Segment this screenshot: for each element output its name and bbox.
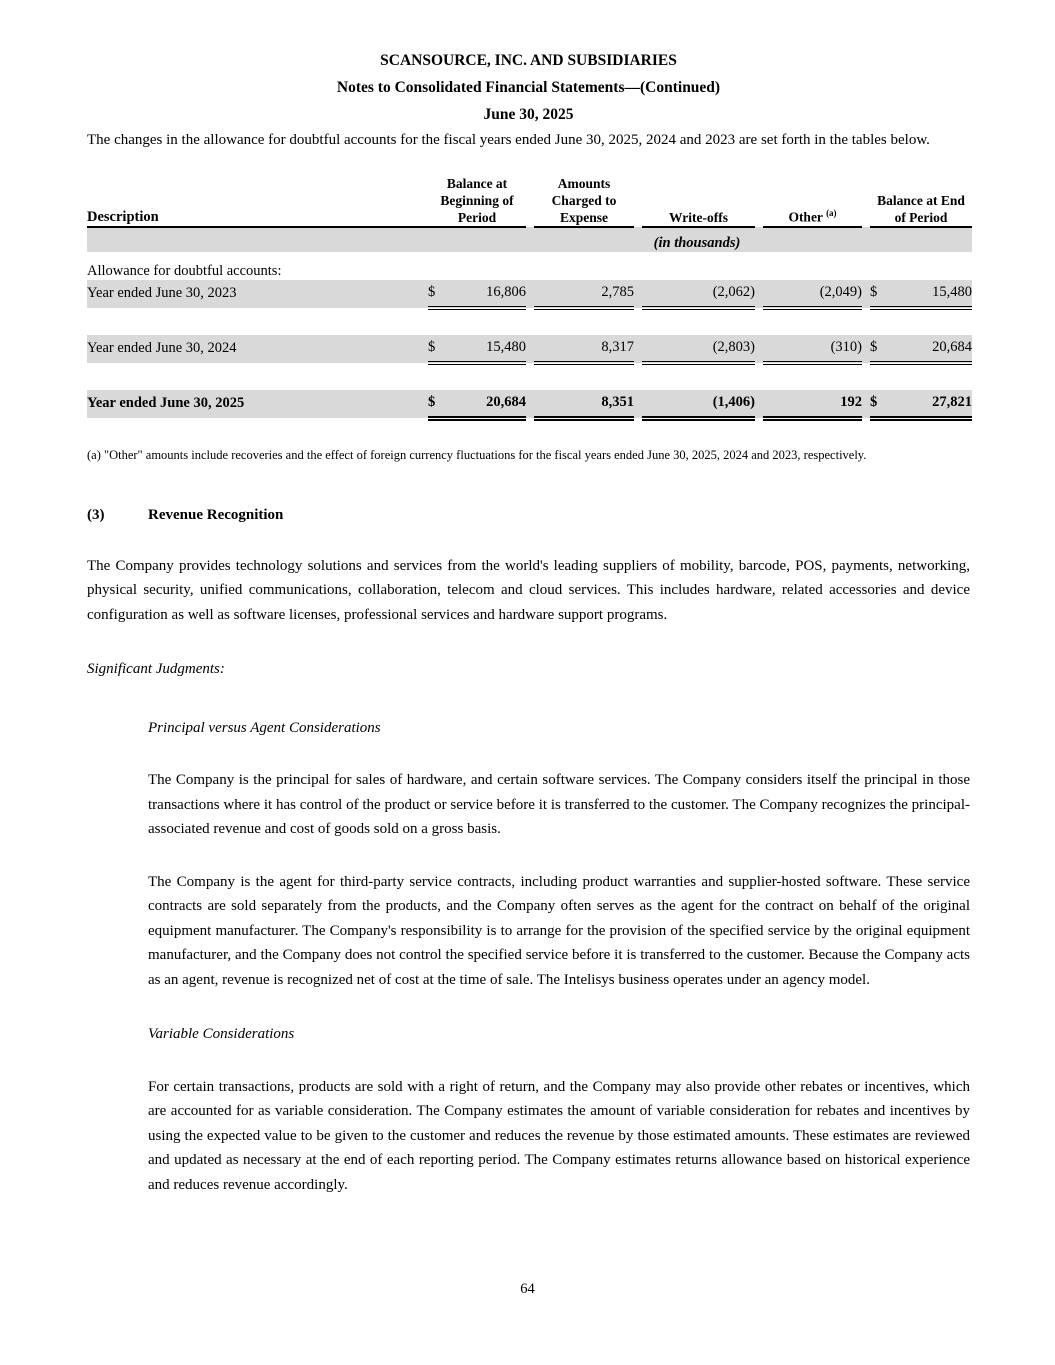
- units-gap: [87, 227, 422, 252]
- table-row-2024: [87, 335, 972, 363]
- other-label: Other: [788, 209, 823, 225]
- document-content: [0, 47, 1055, 1197]
- amounts-charged-value: 8,351: [534, 390, 634, 419]
- row-label: Year ended June 30, 2024: [87, 335, 422, 363]
- writeoffs-value: (2,803): [642, 335, 755, 363]
- currency-symbol: $: [428, 335, 446, 363]
- principal-paragraph-1: The Company is the principal for sales of hardware, and certain software services. The Company considers itself the principal in those transactions where it has control of the product or service before it is transferred to the customer. The Company recognizes the principal-associated revenue and cost of goods sold on a gross basis.: [148, 772, 970, 837]
- other-value: (2,049): [763, 280, 862, 308]
- cell-gap: [862, 335, 870, 363]
- ending-balance-value: 27,821: [888, 390, 972, 419]
- writeoffs-value: (2,062): [642, 280, 755, 308]
- header-gap: [862, 175, 870, 227]
- footnote-marker: (a): [826, 208, 837, 218]
- cell-gap: [634, 390, 642, 419]
- cell-gap: [862, 390, 870, 419]
- header-gap: [526, 175, 534, 227]
- column-header-other: [763, 175, 862, 227]
- beginning-balance-value: 16,806: [446, 280, 526, 308]
- ending-balance-value: 15,480: [888, 280, 972, 308]
- table-footnote: (a) "Other" amounts include recoveries and the effect of foreign currency fluctuations for the fiscal years ended June 30, 2025, 2024 and 2023, respectively.: [87, 447, 867, 462]
- beginning-balance-value: 15,480: [446, 335, 526, 363]
- currency-symbol: $: [870, 335, 888, 363]
- units-note: (in thousands): [422, 227, 972, 252]
- spacer-row: [87, 308, 972, 335]
- beginning-balance-value: 20,684: [446, 390, 526, 419]
- cell-gap: [634, 335, 642, 363]
- column-header-beginning-balance: Balance at Beginning of Period: [428, 175, 526, 227]
- document-date: June 30, 2025: [483, 106, 574, 123]
- header-gap: [755, 175, 763, 227]
- column-header-ending-balance: Balance at End of Period: [870, 175, 972, 227]
- row-label: Year ended June 30, 2023: [87, 280, 422, 308]
- currency-symbol: $: [428, 390, 446, 419]
- other-value: 192: [763, 390, 862, 419]
- variable-considerations-heading: Variable Considerations: [148, 1026, 295, 1042]
- cell-gap: [526, 335, 534, 363]
- company-name: SCANSOURCE, INC. AND SUBSIDIARIES: [380, 52, 677, 69]
- section-title: Revenue Recognition: [148, 506, 284, 523]
- document-subtitle: Notes to Consolidated Financial Statements—(Continued): [336, 79, 721, 96]
- section-number: (3): [87, 506, 105, 523]
- cell-gap: [634, 280, 642, 308]
- ending-balance-value: 20,684: [888, 335, 972, 363]
- principal-agent-heading: Principal versus Agent Considerations: [148, 719, 381, 736]
- allowance-table: [87, 175, 972, 421]
- amounts-charged-value: 2,785: [534, 280, 634, 308]
- amounts-charged-value: 8,317: [534, 335, 634, 363]
- section-label: Allowance for doubtful accounts:: [87, 262, 282, 279]
- currency-symbol: $: [428, 280, 446, 308]
- section-3-heading: [87, 507, 970, 524]
- cell-gap: [862, 280, 870, 308]
- currency-symbol: $: [870, 280, 888, 308]
- writeoffs-value: (1,406): [642, 390, 755, 419]
- other-value: (310): [763, 335, 862, 363]
- cell-gap: [526, 390, 534, 419]
- significant-judgments-heading: Significant Judgments:: [87, 661, 225, 677]
- cell-gap: [755, 390, 763, 419]
- section-label-row: [87, 258, 972, 280]
- cell-gap: [526, 280, 534, 308]
- revenue-recognition-paragraph: The Company provides technology solutions and services from the world's leading suppliers of mobility, barcode, POS, payments, networking, physical security, unified communications, collaboration, telecom and cloud services. This includes hardware, related accessories and device configuration as well as software licenses, professional services and hardware support programs.: [87, 557, 970, 623]
- cell-gap: [755, 280, 763, 308]
- intro-paragraph: The changes in the allowance for doubtful accounts for the fiscal years ended June 30, 2025, 2024 and 2023 are set forth in the tables below.: [87, 132, 930, 148]
- column-header-amounts-charged: Amounts Charged to Expense: [534, 175, 634, 227]
- column-header-writeoffs: Write-offs: [642, 175, 755, 227]
- units-row: [87, 227, 972, 252]
- table-row-2025: [87, 390, 972, 419]
- page-number: 64: [520, 1281, 535, 1297]
- principal-paragraph-2: The Company is the agent for third-party service contracts, including product warranties and supplier-hosted software. These service contracts are sold separately from the products, and the Company often serves as the agent for the contract on behalf of the original equipment manufacturer. The Company's responsibility is to arrange for the provision of the specified service by the original equipment manufacturer, and the Company does not control the specified service before it is transferred to the customer. Because the Company acts as an agent, revenue is recognized net of cost at the time of sale. The Intelisys business operates under an agency model.: [148, 873, 970, 988]
- column-header-description: Description: [87, 175, 422, 227]
- currency-symbol: $: [870, 390, 888, 419]
- table-header-row: [87, 175, 972, 227]
- table-row-2023: [87, 280, 972, 308]
- cell-gap: [755, 335, 763, 363]
- document-header: [87, 47, 970, 128]
- variable-paragraph-1: For certain transactions, products are sold with a right of return, and the Company may also provide other rebates or incentives, which are accounted for as variable consideration. The Company estimates the amount of variable consideration for rebates and incentives by using the expected value to be given to the customer and reduces the revenue by those estimated amounts. These estimates are reviewed and updated as necessary at the end of each reporting period. The Company estimates returns allowance based on historical experience and reduces revenue accordingly.: [148, 1078, 970, 1193]
- row-label: Year ended June 30, 2025: [87, 390, 422, 419]
- header-gap: [634, 175, 642, 227]
- spacer-row: [87, 363, 972, 390]
